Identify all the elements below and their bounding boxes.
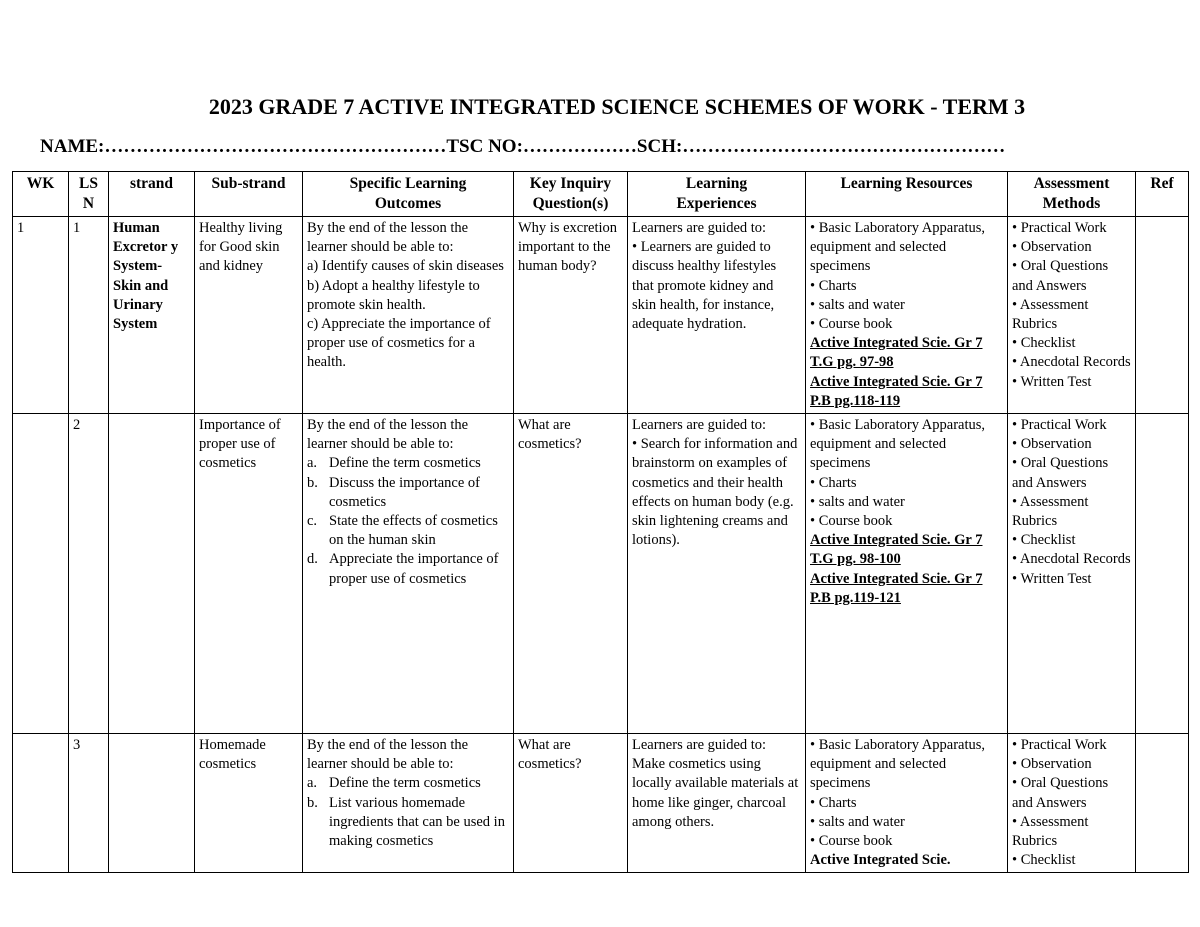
cell-experiences: Learners are guided to: • Learners are guided to discuss healthy lifestyles that promote kidney and skin health, for instance, adequate hydration. <box>628 217 806 414</box>
cell-substrand: Importance of proper use of cosmetics <box>195 414 303 734</box>
schemes-table <box>12 171 1189 873</box>
cell-ref <box>1136 734 1189 873</box>
header-substrand: Sub-strand <box>195 172 303 217</box>
cell-substrand: Healthy living for Good skin and kidney <box>195 217 303 414</box>
cell-assessment: • Practical Work • Observation • Oral Questions and Answers • Assessment Rubrics • Checklist • Anecdotal Records • Written Test <box>1008 414 1136 734</box>
header-assessment: Assessment Methods <box>1008 172 1136 217</box>
header-learning-resources: Learning Resources <box>806 172 1008 217</box>
header-learning-experiences: Learning Experiences <box>628 172 806 217</box>
cell-substrand: Homemade cosmetics <box>195 734 303 873</box>
cell-wk <box>13 734 69 873</box>
cell-wk: 1 <box>13 217 69 414</box>
cell-ref <box>1136 414 1189 734</box>
reference-link: Active Integrated Scie. Gr 7 T.G pg. 98-100 <box>810 532 983 568</box>
reference-link: Active Integrated Scie. <box>810 852 951 869</box>
table-row <box>13 414 1189 734</box>
document-title: 2023 GRADE 7 ACTIVE INTEGRATED SCIENCE SCHEMES OF WORK - TERM 3 <box>208 94 1026 119</box>
table-row <box>13 217 1189 414</box>
name-tsc-school-line: NAME:………………………………………………TSC NO:………………SCH:…………………………………………… <box>40 136 1006 157</box>
cell-experiences: Learners are guided to: • Search for information and brainstorm on examples of cosmetics and their health effects on human body (e.g. skin lightening creams and lotions). <box>628 414 806 734</box>
header-row <box>13 172 1189 217</box>
header-strand: strand <box>109 172 195 217</box>
header-lsn: LS N <box>69 172 109 217</box>
cell-outcomes: By the end of the lesson the learner should be able to: a. Define the term cosmetics b. Discuss the importance of cosmetics c. State the effects of cosmetics on the human skin d. Appreciate the importance of proper use of cosmetics <box>303 414 514 734</box>
header-outcomes: Specific Learning Outcomes <box>303 172 514 217</box>
cell-strand <box>109 734 195 873</box>
table-row <box>13 734 1189 873</box>
header-key-inquiry: Key Inquiry Question(s) <box>514 172 628 217</box>
cell-key-inquiry: Why is excretion important to the human body? <box>514 217 628 414</box>
reference-link: Active Integrated Scie. Gr 7 P.B pg.118-119 <box>810 373 983 409</box>
cell-strand <box>109 414 195 734</box>
cell-outcomes: By the end of the lesson the learner should be able to: a. Define the term cosmetics b. List various homemade ingredients that can be used in making cosmetics <box>303 734 514 873</box>
header-ref: Ref <box>1136 172 1189 217</box>
reference-link: Active Integrated Scie. Gr 7 P.B pg.119-121 <box>810 570 983 606</box>
cell-resources: • Basic Laboratory Apparatus, equipment and selected specimens • Charts • salts and water • Course book Active Integrated Scie. Gr 7 T.G pg. 97-98 Active Integrated Scie. Gr 7 P.B pg.118-119 <box>806 217 1008 414</box>
cell-experiences: Learners are guided to: Make cosmetics using locally available materials at home like ginger, charcoal among others. <box>628 734 806 873</box>
cell-key-inquiry: What are cosmetics? <box>514 734 628 873</box>
header-wk: WK <box>13 172 69 217</box>
cell-lsn: 2 <box>69 414 109 734</box>
cell-outcomes: By the end of the lesson the learner should be able to: a) Identify causes of skin diseases b) Adopt a healthy lifestyle to promote skin health. c) Appreciate the importance of proper use of cosmetics for a health. <box>303 217 514 414</box>
cell-key-inquiry: What are cosmetics? <box>514 414 628 734</box>
reference-link: Active Integrated Scie. Gr 7 T.G pg. 97-98 <box>810 335 983 371</box>
cell-wk <box>13 414 69 734</box>
cell-ref <box>1136 217 1189 414</box>
cell-lsn: 1 <box>69 217 109 414</box>
cell-resources: • Basic Laboratory Apparatus, equipment and selected specimens • Charts • salts and water • Course book Active Integrated Scie. Gr 7 T.G pg. 98-100 Active Integrated Scie. Gr 7 P.B pg.119-121 <box>806 414 1008 734</box>
cell-resources: • Basic Laboratory Apparatus, equipment and selected specimens • Charts • salts and water • Course book Active Integrated Scie. <box>806 734 1008 873</box>
cell-assessment: • Practical Work • Observation • Oral Questions and Answers • Assessment Rubrics • Checklist • Anecdotal Records • Written Test <box>1008 217 1136 414</box>
cell-lsn: 3 <box>69 734 109 873</box>
cell-assessment: • Practical Work • Observation • Oral Questions and Answers • Assessment Rubrics • Checklist <box>1008 734 1136 873</box>
cell-strand: Human Excretor y System- Skin and Urinary System <box>109 217 195 414</box>
